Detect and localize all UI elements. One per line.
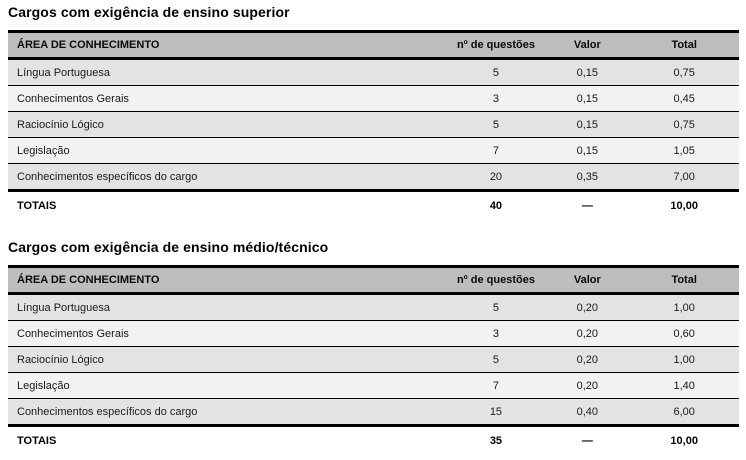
cell-total: 0,75 [673, 66, 695, 79]
cell-total: 1,05 [673, 144, 695, 157]
cell-area: Conhecimentos específicos do cargo [17, 170, 198, 183]
cell-valor: 0,40 [576, 405, 599, 418]
cell-valor: 0,20 [576, 353, 599, 366]
cell-area: Raciocínio Lógico [17, 353, 104, 366]
cell-total: 1,40 [673, 379, 695, 392]
cell-questoes: 5 [492, 301, 499, 314]
cell-total: 0,60 [673, 327, 695, 340]
column-header-total: Total [671, 274, 697, 286]
column-header-valor: Valor [573, 39, 601, 51]
cell-total: 1,00 [673, 353, 695, 366]
cell-area: Língua Portuguesa [17, 301, 110, 314]
cell-questoes: 15 [489, 405, 503, 418]
cell-area: Conhecimentos Gerais [17, 92, 129, 105]
table-row [8, 399, 739, 426]
cell-total: 0,75 [673, 118, 695, 131]
cell-total: 0,45 [673, 92, 695, 105]
cell-valor: 0,15 [576, 144, 599, 157]
table-title-ensino-medio-tecnico: Cargos com exigência de ensino médio/técnico [8, 239, 329, 255]
exam-table-ensino-superior [8, 30, 739, 220]
table-row [8, 373, 739, 399]
cell-valor: 0,15 [576, 66, 599, 79]
cell-area: Conhecimentos específicos do cargo [17, 405, 198, 418]
cell-area: Legislação [17, 379, 70, 392]
cell-valor: 0,20 [576, 379, 599, 392]
cell-area: Legislação [17, 144, 70, 157]
totals-row [8, 426, 739, 456]
cell-questoes: 5 [492, 353, 499, 366]
cell-valor: 0,20 [576, 301, 599, 314]
table-header-row [8, 267, 739, 294]
exam-table-ensino-medio-tecnico [8, 265, 739, 455]
totals-valor: — [581, 200, 593, 212]
totals-row [8, 191, 739, 221]
cell-valor: 0,20 [576, 327, 599, 340]
column-header-num-questoes: nº de questões [456, 274, 535, 286]
table-row [8, 112, 739, 138]
totals-total: 10,00 [670, 435, 698, 447]
cell-total: 7,00 [673, 170, 695, 183]
cell-area: Conhecimentos Gerais [17, 327, 129, 340]
table-title-ensino-superior: Cargos com exigência de ensino superior [8, 4, 290, 20]
totals-questoes: 40 [489, 200, 503, 212]
column-header-total: Total [671, 39, 697, 51]
totals-questoes: 35 [489, 435, 503, 447]
table-row [8, 59, 739, 86]
table-row [8, 321, 739, 347]
section-ensino-medio-tecnico [0, 239, 746, 455]
cell-questoes: 20 [489, 170, 503, 183]
totals-label: TOTAIS [17, 200, 57, 212]
cell-area: Língua Portuguesa [17, 66, 110, 79]
cell-questoes: 5 [492, 118, 499, 131]
totals-label: TOTAIS [17, 435, 57, 447]
column-header-valor: Valor [573, 274, 601, 286]
table-row [8, 294, 739, 321]
column-header-area-conhecimento: ÁREA DE CONHECIMENTO [17, 39, 160, 51]
table-row [8, 164, 739, 191]
table-header-row [8, 32, 739, 59]
section-ensino-superior [0, 4, 746, 220]
cell-questoes: 3 [492, 327, 499, 340]
cell-questoes: 7 [492, 144, 499, 157]
table-row [8, 138, 739, 164]
cell-total: 6,00 [673, 405, 695, 418]
table-row [8, 347, 739, 373]
column-header-num-questoes: nº de questões [456, 39, 535, 51]
cell-total: 1,00 [673, 301, 695, 314]
cell-area: Raciocínio Lógico [17, 118, 104, 131]
cell-questoes: 5 [492, 66, 499, 79]
totals-valor: — [581, 435, 593, 447]
cell-valor: 0,15 [576, 92, 599, 105]
table-row [8, 86, 739, 112]
column-header-area-conhecimento: ÁREA DE CONHECIMENTO [17, 274, 160, 286]
totals-total: 10,00 [670, 200, 698, 212]
cell-valor: 0,35 [576, 170, 599, 183]
cell-questoes: 7 [492, 379, 499, 392]
cell-valor: 0,15 [576, 118, 599, 131]
cell-questoes: 3 [492, 92, 499, 105]
